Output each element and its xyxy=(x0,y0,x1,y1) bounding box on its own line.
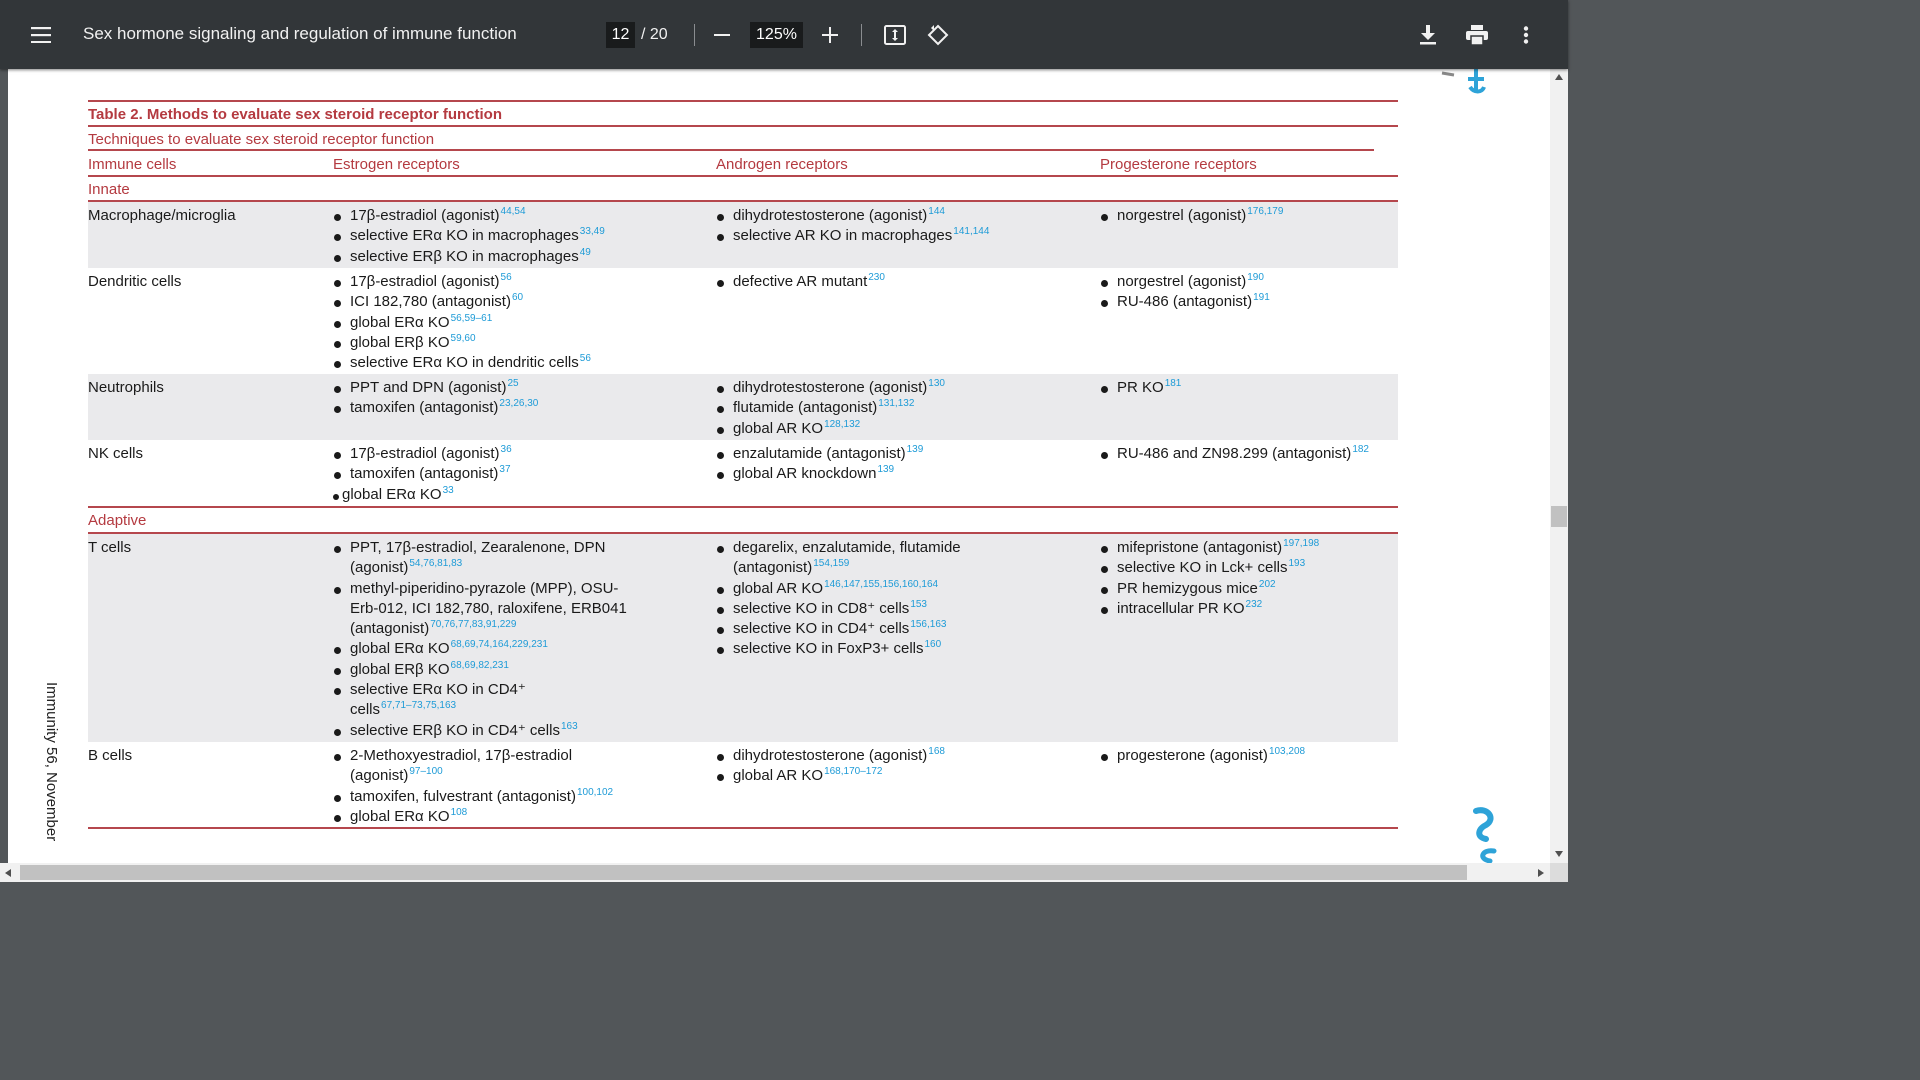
method-item xyxy=(333,353,591,373)
method-text: progesterone (agonist) xyxy=(1117,747,1268,764)
method-item xyxy=(333,639,627,659)
menu-button[interactable] xyxy=(23,17,59,53)
journal-footer: Immunity 56, November xyxy=(43,682,60,842)
method-text: selective ERα KO in macrophages xyxy=(350,227,579,245)
pdf-page xyxy=(8,69,1550,863)
pr-cell xyxy=(1100,272,1270,313)
method-text: selective ERβ KO in macrophages xyxy=(350,247,579,265)
method-item xyxy=(333,807,613,827)
zoom-in-icon xyxy=(822,27,838,43)
reference-superscript[interactable]: 144 xyxy=(928,206,945,217)
header-progesterone-receptors: Progesterone receptors xyxy=(1100,156,1257,173)
method-item xyxy=(1100,579,1319,599)
method-item xyxy=(716,444,923,464)
reference-superscript[interactable]: 176,179 xyxy=(1247,206,1284,217)
reference-superscript[interactable]: 139 xyxy=(906,444,924,455)
method-item xyxy=(333,660,627,680)
method-text: cells xyxy=(350,701,381,719)
method-text: (agonist) xyxy=(350,559,409,577)
method-item xyxy=(1100,538,1319,558)
method-item xyxy=(333,464,512,484)
zoom-out-button[interactable] xyxy=(704,17,740,53)
reference-superscript[interactable]: 49 xyxy=(579,246,591,258)
scroll-down-icon[interactable] xyxy=(1555,851,1563,857)
method-text: selective KO in CD8⁺ cells xyxy=(733,599,910,617)
group-adaptive: Adaptive xyxy=(88,512,147,529)
er-cell xyxy=(333,444,512,505)
reference-superscript[interactable]: 193 xyxy=(1288,558,1306,570)
method-item xyxy=(1100,558,1319,578)
zoom-in-button[interactable] xyxy=(812,17,848,53)
reference-superscript[interactable]: 197,198 xyxy=(1283,538,1320,549)
method-item xyxy=(333,247,605,267)
method-item xyxy=(716,538,961,579)
reference-superscript[interactable]: 141,144 xyxy=(953,226,990,238)
method-text: enzalutamide (antagonist) xyxy=(733,445,906,462)
ar-cell xyxy=(716,206,989,247)
method-text: 17β-estradiol (agonist) xyxy=(350,273,500,290)
more-options-button[interactable] xyxy=(1508,17,1544,53)
reference-superscript[interactable]: 100,102 xyxy=(576,786,614,798)
fit-page-button[interactable] xyxy=(877,17,913,53)
method-text: tamoxifen (antagonist) xyxy=(350,399,499,417)
method-text: intracellular PR KO xyxy=(1117,599,1245,617)
method-item xyxy=(333,787,613,807)
table-subcaption: Techniques to evaluate sex steroid receptor function xyxy=(88,131,435,148)
er-cell xyxy=(333,272,591,373)
document-title: Sex hormone signaling and regulation of immune function xyxy=(83,24,517,43)
reference-superscript[interactable]: 154,159 xyxy=(813,558,850,570)
reference-superscript[interactable]: 33 xyxy=(442,484,454,496)
zoom-out-icon xyxy=(714,27,730,43)
method-item xyxy=(333,444,512,464)
header-immune-cells: Immune cells xyxy=(88,156,177,173)
reference-superscript[interactable]: 37 xyxy=(499,464,511,476)
method-item xyxy=(333,398,538,418)
scrollbar-corner xyxy=(1550,863,1568,882)
method-text: (antagonist) xyxy=(733,559,813,577)
method-text: dihydrotestosterone (agonist) xyxy=(733,207,928,224)
row-label: NK cells xyxy=(88,445,144,462)
method-item xyxy=(716,272,885,292)
table-rule xyxy=(88,827,1398,829)
reference-superscript[interactable]: 56 xyxy=(579,353,591,365)
method-text: global AR KO xyxy=(733,579,824,597)
reference-superscript[interactable]: 128,132 xyxy=(824,418,861,430)
reference-superscript[interactable]: 56,59–61 xyxy=(450,312,493,324)
method-item xyxy=(333,272,591,292)
method-text: dihydrotestosterone (agonist) xyxy=(733,747,928,764)
table-rule xyxy=(88,100,1398,102)
horizontal-scroll-thumb[interactable] xyxy=(20,865,1467,880)
table-rule xyxy=(88,506,1398,508)
method-item xyxy=(716,419,945,439)
ar-cell xyxy=(716,444,923,485)
method-item xyxy=(333,226,605,246)
method-text: global ERα KO xyxy=(342,485,442,503)
method-item xyxy=(333,721,627,741)
header-estrogen-receptors: Estrogen receptors xyxy=(333,156,460,173)
vertical-scrollbar[interactable] xyxy=(1550,69,1568,863)
table-caption: Table 2. Methods to evaluate sex steroid receptor function xyxy=(88,106,502,123)
toolbar-divider xyxy=(861,24,862,46)
pr-cell xyxy=(1100,206,1283,226)
method-text: global ERα KO xyxy=(350,313,450,331)
method-item xyxy=(333,333,591,353)
method-text: selective AR KO in macrophages xyxy=(733,227,953,245)
method-text: mifepristone (antagonist) xyxy=(1117,539,1283,556)
table-rule xyxy=(88,125,1398,127)
table-rule xyxy=(88,149,1374,151)
reference-superscript[interactable]: 54,76,81,83 xyxy=(409,558,463,570)
method-text: norgestrel (agonist) xyxy=(1117,207,1247,224)
scroll-up-icon[interactable] xyxy=(1555,74,1563,80)
method-item xyxy=(716,378,945,398)
row-label: Neutrophils xyxy=(88,379,164,396)
ar-cell xyxy=(716,538,961,660)
method-item xyxy=(1100,206,1283,226)
reference-superscript[interactable]: 68,69,74,164,229,231 xyxy=(450,639,548,651)
download-icon xyxy=(1420,25,1436,45)
method-text: methyl-piperidino-pyrazole (MPP), OSU- xyxy=(350,579,619,597)
reference-superscript[interactable]: 190 xyxy=(1247,272,1264,283)
print-button[interactable] xyxy=(1459,17,1495,53)
toolbar-divider xyxy=(694,24,695,46)
row-label: B cells xyxy=(88,747,133,764)
scroll-left-icon[interactable] xyxy=(5,869,11,877)
reference-superscript[interactable]: 182 xyxy=(1352,444,1369,455)
method-text: PPT and DPN (agonist) xyxy=(350,379,507,396)
reference-superscript[interactable]: 103,208 xyxy=(1268,746,1306,757)
method-text: selective ERβ KO in CD4⁺ cells xyxy=(350,721,560,739)
ar-cell xyxy=(716,272,885,292)
method-item xyxy=(716,398,945,418)
method-text: tamoxifen, fulvestrant (antagonist) xyxy=(350,787,576,805)
method-text: defective AR mutant xyxy=(733,273,868,290)
method-text: Erb-012, ICI 182,780, raloxifene, ERB041 xyxy=(350,599,627,617)
method-item xyxy=(333,206,605,226)
reference-superscript[interactable]: 108 xyxy=(450,806,468,818)
reference-superscript[interactable]: 68,69,82,231 xyxy=(450,659,509,671)
method-text: (antagonist) xyxy=(350,620,430,638)
pr-cell xyxy=(1100,378,1181,398)
reference-superscript[interactable]: 23,26,30 xyxy=(499,398,539,410)
method-text: selective KO in CD4⁺ cells xyxy=(733,620,910,638)
method-text: global ERβ KO xyxy=(350,660,450,678)
page-total: / 20 xyxy=(641,26,668,43)
reference-superscript[interactable]: 232 xyxy=(1245,598,1263,610)
reference-superscript[interactable]: 191 xyxy=(1253,292,1270,304)
method-text: RU-486 (antagonist) xyxy=(1117,293,1253,311)
reference-superscript[interactable]: 44,54 xyxy=(500,206,526,217)
group-innate: Innate xyxy=(88,181,130,198)
method-text: selective KO in FoxP3+ cells xyxy=(733,640,924,658)
reference-superscript[interactable]: 67,71–73,75,163 xyxy=(381,700,457,712)
reference-superscript[interactable]: 168,170–172 xyxy=(824,766,883,778)
method-text: 17β-estradiol (agonist) xyxy=(350,207,500,224)
reference-superscript[interactable]: 163 xyxy=(560,720,578,732)
more-vert-icon xyxy=(1523,26,1529,44)
method-text: global ERα KO xyxy=(350,807,450,825)
print-icon xyxy=(1466,25,1488,45)
method-text: PPT, 17β-estradiol, Zearalenone, DPN xyxy=(350,539,606,556)
method-item xyxy=(1100,444,1369,464)
method-text: PR KO xyxy=(1117,379,1164,396)
er-cell xyxy=(333,206,605,267)
method-item xyxy=(333,746,613,787)
er-cell xyxy=(333,538,627,741)
method-item xyxy=(1100,378,1181,398)
method-item xyxy=(333,292,591,312)
reference-superscript[interactable]: 156,163 xyxy=(910,619,947,631)
pr-cell xyxy=(1100,444,1369,464)
method-item xyxy=(1100,599,1319,619)
ar-cell xyxy=(716,378,945,439)
method-text: selective ERα KO in CD4⁺ xyxy=(350,681,526,699)
method-item xyxy=(716,599,961,619)
reference-superscript[interactable]: 33,49 xyxy=(579,226,605,238)
method-text: (agonist) xyxy=(350,767,409,785)
reference-superscript[interactable]: 97–100 xyxy=(409,766,443,778)
method-item xyxy=(716,746,945,766)
method-item xyxy=(333,538,627,579)
method-item xyxy=(716,206,989,226)
method-text: global ERα KO xyxy=(350,640,450,658)
method-item xyxy=(1100,272,1270,292)
reference-superscript[interactable]: 160 xyxy=(924,639,942,651)
rotate-icon xyxy=(927,24,949,46)
table-rule xyxy=(88,175,1398,177)
pdf-viewer xyxy=(0,69,1568,882)
method-text: global AR KO xyxy=(733,767,824,785)
fit-page-icon xyxy=(884,25,906,45)
method-item xyxy=(1100,292,1270,312)
method-item xyxy=(333,485,512,505)
method-item xyxy=(333,313,591,333)
method-text: degarelix, enzalutamide, flutamide xyxy=(733,539,961,556)
method-text: norgestrel (agonist) xyxy=(1117,273,1247,290)
menu-icon xyxy=(31,27,51,43)
download-button[interactable] xyxy=(1410,17,1446,53)
method-item xyxy=(716,226,989,246)
zoom-level-input[interactable]: 125% xyxy=(750,22,803,48)
reference-superscript[interactable]: 230 xyxy=(868,272,885,283)
pdf-toolbar xyxy=(0,0,1568,69)
reference-superscript[interactable]: 139 xyxy=(877,464,895,476)
horizontal-scrollbar[interactable] xyxy=(0,863,1550,882)
rotate-button[interactable] xyxy=(920,17,956,53)
method-item xyxy=(1100,746,1305,766)
method-text: global AR knockdown xyxy=(733,465,877,483)
crossmark-logo-icon xyxy=(1468,807,1502,863)
pr-cell xyxy=(1100,538,1319,619)
reference-superscript[interactable]: 25 xyxy=(507,378,519,389)
reference-superscript[interactable]: 36 xyxy=(500,444,512,455)
method-item xyxy=(333,579,627,640)
header-androgen-receptors: Androgen receptors xyxy=(716,156,848,173)
method-text: global ERβ KO xyxy=(350,333,450,351)
method-text: flutamide (antagonist) xyxy=(733,399,878,417)
scroll-right-icon[interactable] xyxy=(1538,869,1544,877)
method-text: 2-Methoxyestradiol, 17β-estradiol xyxy=(350,747,573,764)
vertical-scroll-thumb[interactable] xyxy=(1551,506,1567,527)
method-text: dihydrotestosterone (agonist) xyxy=(733,379,928,396)
method-item xyxy=(333,378,538,398)
reference-superscript[interactable]: 181 xyxy=(1164,378,1182,389)
reference-superscript[interactable]: 56 xyxy=(500,272,512,283)
method-item xyxy=(716,766,945,786)
reference-superscript[interactable]: 146,147,155,156,160,164 xyxy=(824,578,939,590)
reference-superscript[interactable]: 131,132 xyxy=(878,398,915,410)
method-text: tamoxifen (antagonist) xyxy=(350,465,499,483)
method-item xyxy=(716,639,961,659)
method-text: ICI 182,780 (antagonist) xyxy=(350,293,511,311)
reference-superscript[interactable]: 70,76,77,83,91,229 xyxy=(430,619,517,631)
pr-cell xyxy=(1100,746,1305,766)
er-cell xyxy=(333,746,613,827)
reference-superscript[interactable]: 130 xyxy=(928,378,945,389)
page-number-input[interactable]: 12 xyxy=(606,22,635,48)
reference-superscript[interactable]: 202 xyxy=(1258,578,1276,590)
reference-superscript[interactable]: 59,60 xyxy=(450,332,476,344)
page-corner-graphic-icon xyxy=(1440,69,1490,95)
ar-cell xyxy=(716,746,945,787)
method-text: PR hemizygous mice xyxy=(1117,579,1258,597)
method-text: selective KO in Lck+ cells xyxy=(1117,559,1288,577)
method-text: selective ERα KO in dendritic cells xyxy=(350,354,579,372)
row-label: Macrophage/microglia xyxy=(88,207,236,224)
method-text: RU-486 and ZN98.299 (antagonist) xyxy=(1117,445,1352,462)
method-item xyxy=(716,579,961,599)
er-cell xyxy=(333,378,538,419)
reference-superscript[interactable]: 168 xyxy=(928,746,945,757)
method-item xyxy=(716,464,923,484)
reference-superscript[interactable]: 60 xyxy=(511,292,524,304)
row-label: Dendritic cells xyxy=(88,273,182,290)
method-item xyxy=(716,619,961,639)
method-item xyxy=(333,680,627,721)
row-label: T cells xyxy=(88,539,132,556)
reference-superscript[interactable]: 153 xyxy=(910,598,927,610)
method-text: global AR KO xyxy=(733,419,824,437)
method-text: 17β-estradiol (agonist) xyxy=(350,445,500,462)
